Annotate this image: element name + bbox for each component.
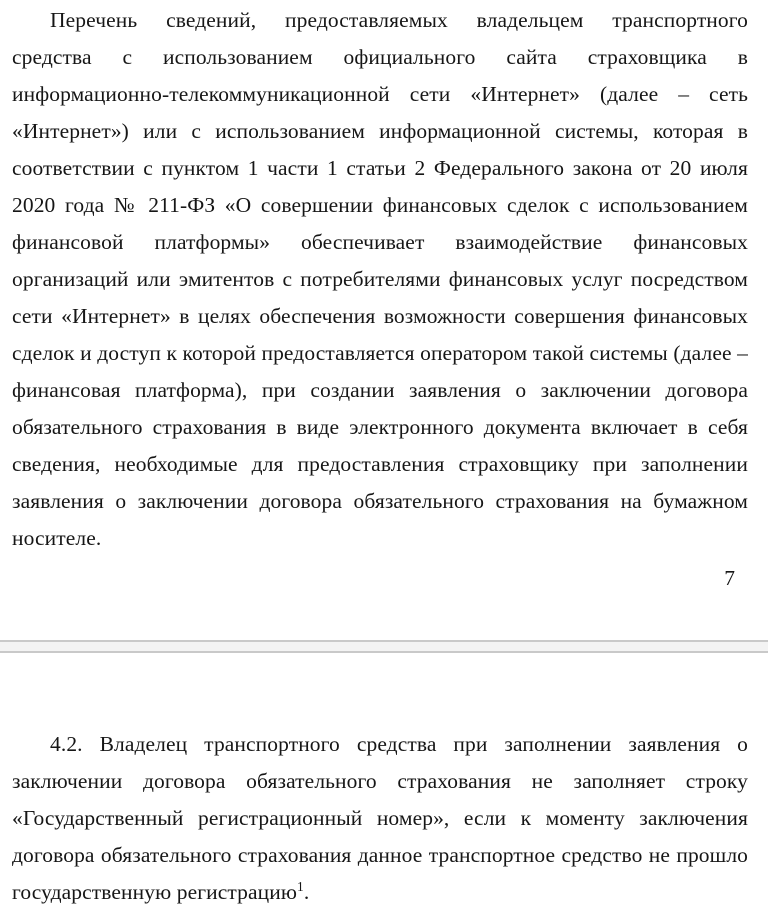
text-line: договора обязательного страхования данное транспортное средство не прошло <box>12 843 748 867</box>
text-line: 4.2. Владелец транспортного средства при заполнении заявления о <box>50 732 748 756</box>
text-line: «Интернет») или с использованием информационной системы, которая в <box>12 119 748 143</box>
last-line-period: . <box>303 880 310 904</box>
text-line: Перечень сведений, предоставляемых владельцем транспортного <box>50 8 748 32</box>
text-line: «Государственный регистрационный номер», если к моменту заключения <box>12 806 748 830</box>
text-line <box>12 874 748 911</box>
text-line: организаций или эмитентов с потребителями финансовых услуг посредством <box>12 267 748 291</box>
text-line: средства с использованием официального сайта страховщика в <box>12 45 748 69</box>
page-1-text-block <box>12 2 748 557</box>
text-line: сделок и доступ к которой предоставляется оператором такой системы (далее – <box>12 341 748 365</box>
page-number: 7 <box>724 566 735 590</box>
footnote-marker: 1 <box>297 878 304 894</box>
text-line: сведения, необходимые для предоставления страховщику при заполнении <box>12 452 748 476</box>
page-divider <box>0 640 768 653</box>
text-line: финансовой платформы» обеспечивает взаимодействие финансовых <box>12 230 748 254</box>
text-line: сети «Интернет» в целях обеспечения возможности совершения финансовых <box>12 304 748 328</box>
text-line: финансовая платформа), при создании заявления о заключении договора <box>12 378 748 402</box>
last-line-text: государственную регистрацию <box>12 880 298 904</box>
page-2-text-block <box>12 726 748 911</box>
text-line: носителе. <box>12 526 102 550</box>
text-line: соответствии с пунктом 1 части 1 статьи 2 Федерального закона от 20 июля <box>12 156 748 180</box>
text-line: обязательного страхования в виде электронного документа включает в себя <box>12 415 748 439</box>
text-line: заключении договора обязательного страхования не заполняет строку <box>12 769 748 793</box>
text-line: 2020 года № 211-ФЗ «О совершении финансовых сделок с использованием <box>12 193 748 217</box>
text-line: информационно-телекоммуникационной сети «Интернет» (далее – сеть <box>12 82 748 106</box>
text-line: заявления о заключении договора обязательного страхования на бумажном <box>12 489 748 513</box>
